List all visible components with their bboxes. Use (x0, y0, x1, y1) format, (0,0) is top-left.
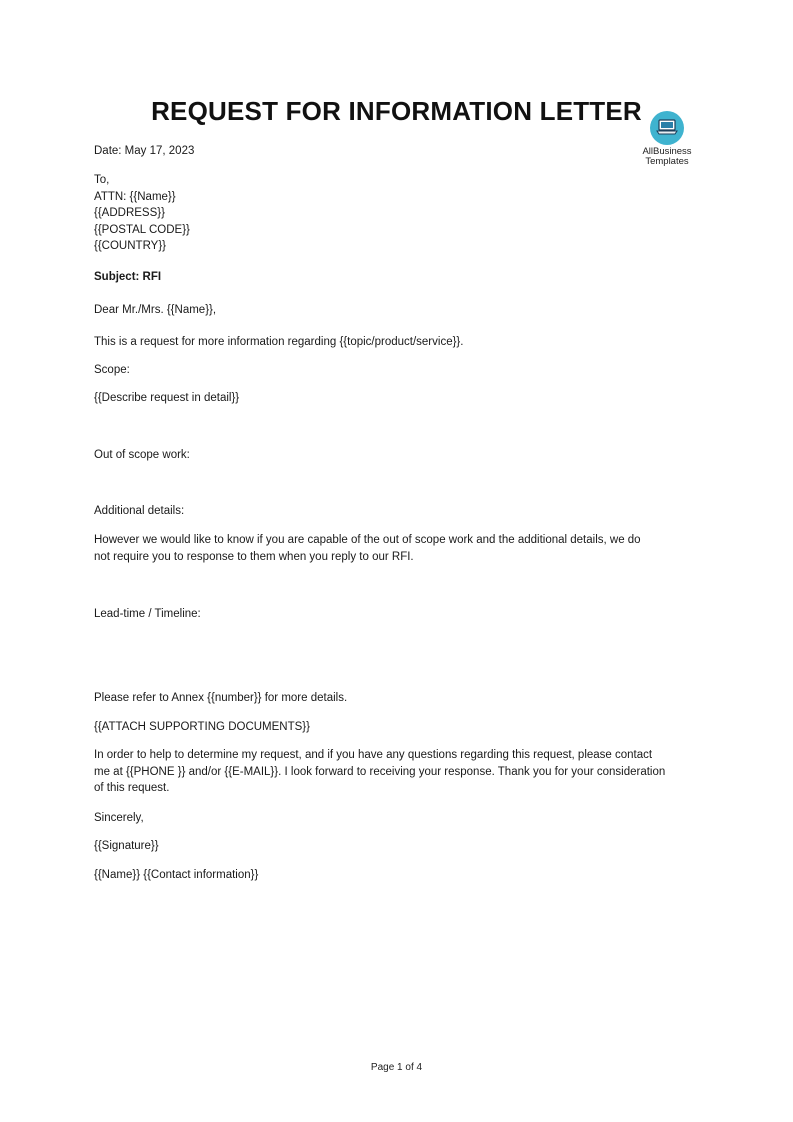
scope-detail: {{Describe request in detail}} (94, 392, 240, 404)
additional-details-paragraph (94, 532, 704, 565)
sincerely-line: Sincerely, (94, 812, 144, 824)
logo-line-1: AllBusiness (642, 146, 692, 157)
closing-paragraph (94, 747, 704, 797)
annex-reference: Please refer to Annex {{number}} for more details. (94, 692, 348, 704)
page-number-footer: Page 1 of 4 (370, 1062, 423, 1073)
paragraph-line: not require you to response to them when you reply to our RFI. (94, 550, 414, 563)
additional-details-label: Additional details: (94, 505, 185, 517)
intro-paragraph: This is a request for more information regarding {{topic/product/service}}. (94, 336, 464, 348)
laptop-icon (656, 118, 678, 136)
postal-code-line: {{POSTAL CODE}} (94, 223, 190, 236)
country-line: {{COUNTRY}} (94, 240, 167, 252)
out-of-scope-label: Out of scope work: (94, 449, 190, 461)
attach-documents-placeholder: {{ATTACH SUPPORTING DOCUMENTS}} (94, 721, 310, 733)
signature-placeholder: {{Signature}} (94, 840, 159, 852)
paragraph-line: me at {{PHONE }} and/or {{E-MAIL}}. I look forward to receiving your response. Thank you for your consideration (94, 765, 666, 778)
salutation: Dear Mr./Mrs. {{Name}}, (94, 304, 217, 316)
paragraph-line: of this request. (94, 782, 170, 794)
to-line: To, (94, 174, 110, 186)
logo-line-2: Templates (645, 156, 689, 167)
name-contact-placeholder: {{Name}} {{Contact information}} (94, 869, 259, 881)
scope-label: Scope: (94, 364, 130, 376)
paragraph-line: In order to help to determine my request, and if you have any questions regarding this request, please contact (94, 749, 653, 761)
logo-badge (650, 111, 684, 145)
paragraph-line: However we would like to know if you are capable of the out of scope work and the additional details, we do (94, 534, 641, 546)
recipient-address-block (94, 172, 704, 255)
date-line: Date: May 17, 2023 (94, 145, 195, 157)
timeline-label: Lead-time / Timeline: (94, 608, 201, 620)
attn-line: ATTN: {{Name}} (94, 190, 176, 203)
subject-line: Subject: RFI (94, 271, 162, 283)
document-title: REQUEST FOR INFORMATION LETTER (151, 96, 642, 126)
address-line: {{ADDRESS}} (94, 207, 165, 219)
